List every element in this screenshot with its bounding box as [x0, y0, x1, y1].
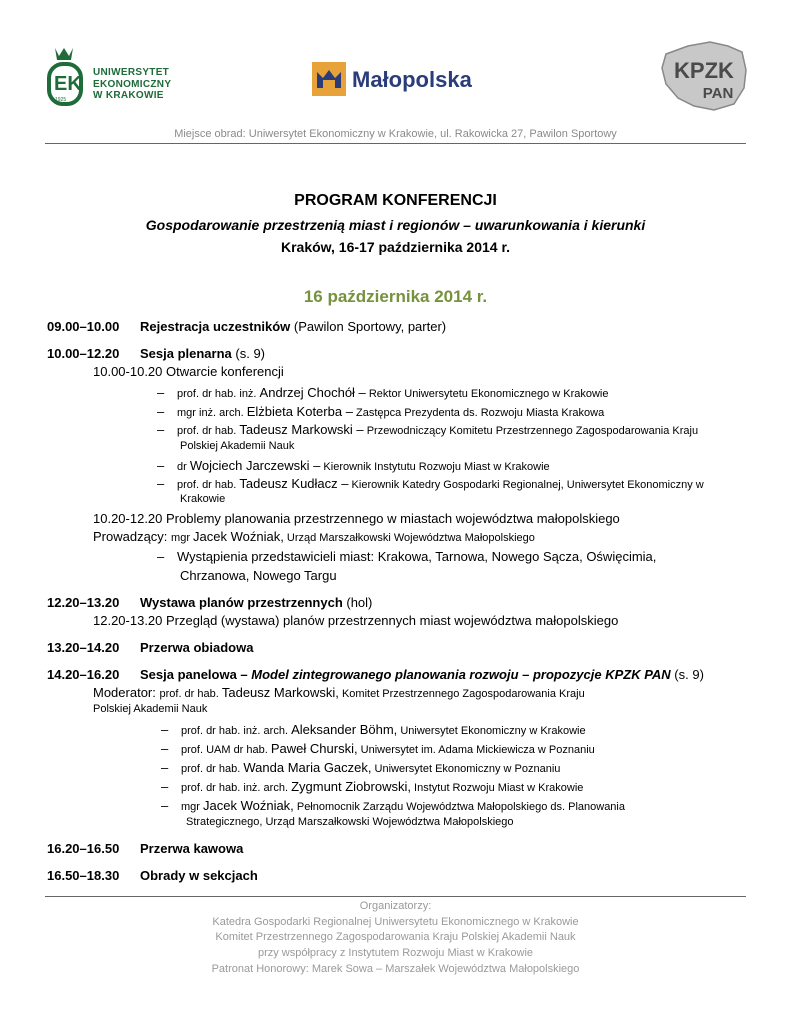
- ue-logo-text: UNIWERSYTET EKONOMICZNY W KRAKOWIE: [93, 67, 172, 101]
- speaker-item: – mgr inż. arch. Elżbieta Koterba – Zastępca Prezydenta ds. Rozwoju Miasta Krakowa: [157, 404, 605, 419]
- kpzk-pan-logo: [658, 40, 750, 114]
- plenary-problems: 10.20-12.20 Problemy planowania przestrzennego w miastach województwa małopolskiego: [93, 511, 620, 526]
- speaker-item: – prof. dr hab. Tadeusz Kudłacz – Kierownik Katedry Gospodarki Regionalnej, Uniwersytet Ekonomiczny w: [157, 476, 704, 491]
- speaker-role-cont: Krakowie: [180, 493, 226, 505]
- malopolska-logo-icon: [312, 62, 346, 96]
- header-divider: [45, 143, 746, 144]
- panelist-item: – prof. UAM dr hab. Paweł Churski, Uniwersytet im. Adama Mickiewicza w Poznaniu: [161, 741, 595, 756]
- footer-line: Komitet Przestrzennego Zagospodarowania Kraju Polskiej Akademii Nauk: [215, 931, 576, 943]
- page-title: PROGRAM KONFERENCJI: [294, 192, 497, 209]
- panelist-item: – mgr Jacek Woźniak, Pełnomocnik Zarządu Województwa Małopolskiego ds. Planowania: [161, 798, 625, 813]
- ue-year: 1925: [55, 97, 67, 103]
- session-lunch: 13.20–14.20 Przerwa obiadowa: [47, 640, 254, 655]
- cities-item: – Wystąpienia przedstawicieli miast: Krakowa, Tarnowa, Nowego Sącza, Oświęcimia,: [157, 549, 657, 564]
- speaker-role-cont: Polskiej Akademii Nauk: [180, 440, 295, 452]
- plenary-opening: 10.00-10.20 Otwarcie konferencji: [93, 364, 284, 379]
- panelist-role-cont: Strategicznego, Urząd Marszałkowski Województwa Małopolskiego: [186, 816, 514, 828]
- day-heading: 16 października 2014 r.: [303, 287, 488, 306]
- venue-address: Miejsce obrad: Uniwersytet Ekonomiczny w Krakowie, ul. Rakowicka 27, Pawilon Sportowy: [174, 128, 617, 140]
- session-registration: 09.00–10.00 Rejestracja uczestników (Pawilon Sportowy, parter): [47, 319, 447, 334]
- footer-line: Katedra Gospodarki Regionalnej Uniwersytetu Ekonomicznego w Krakowie: [212, 916, 579, 928]
- conference-dates: Kraków, 16-17 października 2014 r.: [280, 239, 511, 255]
- panelist-item: – prof. dr hab. inż. arch. Zygmunt Ziobrowski, Instytut Rozwoju Miast w Krakowie: [161, 779, 584, 794]
- session-plenary: 10.00–12.20 Sesja plenarna (s. 9): [47, 346, 266, 361]
- panel-moderator: Moderator: prof. dr hab. Tadeusz Markowski, Komitet Przestrzennego Zagospodarowania Kraju: [93, 685, 585, 700]
- svg-text:EK: EK: [54, 73, 82, 95]
- footer-patronage: Patronat Honorowy: Marek Sowa – Marszałek Województwa Małopolskiego: [211, 963, 580, 975]
- footer-organizers-label: Organizatorzy:: [359, 900, 432, 912]
- session-exhibition: 12.20–13.20 Wystawa planów przestrzennych (hol): [47, 595, 373, 610]
- cities-item-cont: Chrzanowa, Nowego Targu: [180, 568, 337, 583]
- panel-moderator-cont: Polskiej Akademii Nauk: [93, 703, 208, 715]
- session-sections: 16.50–18.30 Obrady w sekcjach: [47, 868, 258, 883]
- speaker-item: – prof. dr hab. Tadeusz Markowski – Przewodniczący Komitetu Przestrzennego Zagospodarowania Kraju: [157, 422, 699, 437]
- conference-subtitle: Gospodarowanie przestrzenią miast i regionów – uwarunkowania i kierunki: [145, 217, 646, 233]
- pan-text: PAN: [702, 85, 734, 102]
- footer-divider: [45, 896, 746, 897]
- exhibition-review: 12.20-13.20 Przegląd (wystawa) planów przestrzennych miast województwa małopolskiego: [93, 613, 619, 628]
- session-panel: 14.20–16.20 Sesja panelowa – Model zintegrowanego planowania rozwoju – propozycje KPZK PAN (s. 9): [47, 667, 704, 682]
- malopolska-logo-text: Małopolska: [352, 67, 472, 92]
- panelist-item: – prof. dr hab. Wanda Maria Gaczek, Uniwersytet Ekonomiczny w Poznaniu: [161, 760, 561, 775]
- footer-line: przy współpracy z Instytutem Rozwoju Miast w Krakowie: [257, 947, 534, 959]
- speaker-item: – prof. dr hab. inż. Andrzej Chochół – Rektor Uniwersytetu Ekonomicznego w Krakowie: [157, 385, 609, 400]
- kpzk-text: KPZK: [674, 58, 734, 83]
- plenary-moderator: Prowadzący: mgr Jacek Woźniak, Urząd Marszałkowski Województwa Małopolskiego: [93, 529, 535, 544]
- session-coffee: 16.20–16.50 Przerwa kawowa: [47, 841, 244, 856]
- panelist-item: – prof. dr hab. inż. arch. Aleksander Böhm, Uniwersytet Ekonomiczny w Krakowie: [161, 722, 586, 737]
- speaker-item: – dr Wojciech Jarczewski – Kierownik Instytutu Rozwoju Miast w Krakowie: [157, 458, 550, 473]
